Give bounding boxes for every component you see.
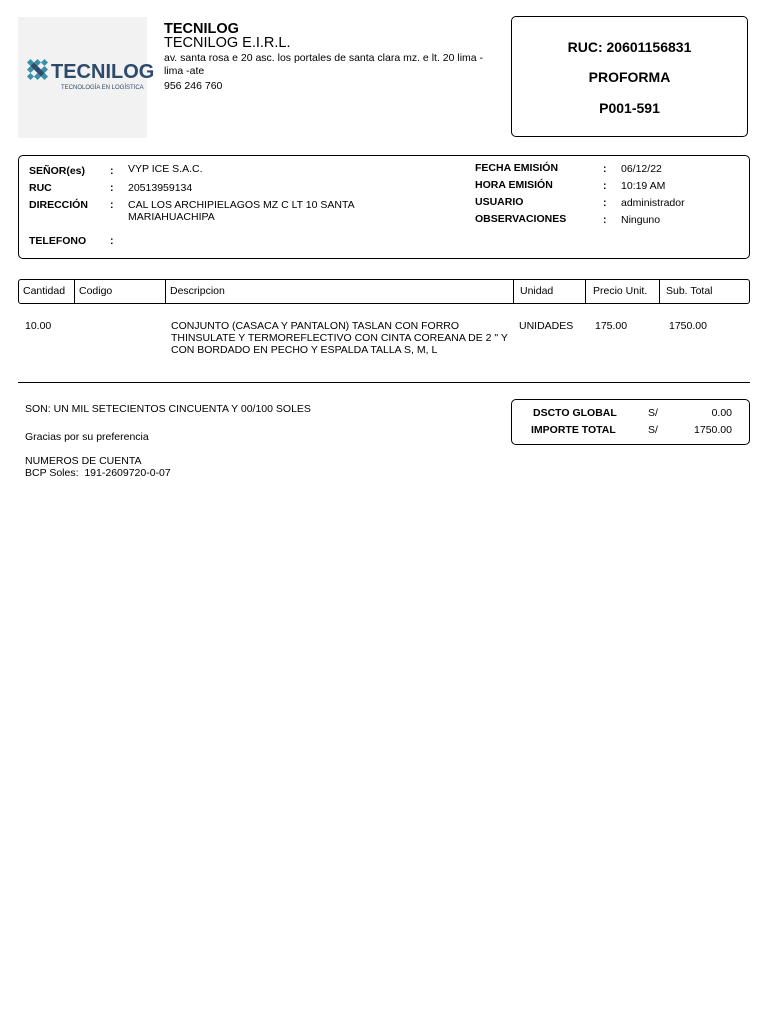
tecnilog-logo-mark [25, 55, 155, 113]
notes-value: Ninguno [621, 214, 661, 226]
issue-date-label: FECHA EMISIÓN [475, 162, 559, 174]
logo-tagline: TECNOLOGÍA EN LOGÍSTICA [61, 85, 144, 91]
issue-date-value: 06/12/22 [621, 163, 662, 175]
company-short-name: TECNILOG [164, 21, 239, 37]
header-unit-price: Precio Unit. [585, 280, 659, 303]
colon: : [603, 197, 607, 209]
document-type: PROFORMA [588, 69, 671, 85]
client-name-value: VYP ICE S.A.C. [128, 163, 203, 175]
discount-label: DSCTO GLOBAL [533, 407, 617, 419]
total-label: IMPORTE TOTAL [531, 424, 616, 436]
user-label: USUARIO [475, 196, 524, 208]
issue-time-value: 10:19 AM [621, 180, 666, 192]
colon: : [110, 182, 114, 194]
colon: : [110, 199, 114, 211]
document-number: P001-591 [599, 100, 660, 116]
bank-accounts-title: NUMEROS DE CUENTA [25, 455, 142, 467]
row-unit: UNIDADES [519, 320, 574, 332]
ruc-number: RUC: 20601156831 [567, 39, 692, 55]
client-phone-label: TELEFONO [29, 235, 87, 247]
items-table-header [18, 279, 750, 304]
table-row [18, 320, 750, 360]
amount-in-words: SON: UN MIL SETECIENTOS CINCUENTA Y 00/100 SOLES [25, 403, 311, 415]
header-description: Descripcion [165, 280, 513, 303]
total-currency: S/ [648, 424, 658, 436]
colon: : [110, 235, 114, 247]
row-qty: 10.00 [25, 320, 52, 332]
colon: : [603, 214, 607, 226]
row-description: CONJUNTO (CASACA Y PANTALON) TASLAN CON FORRO THINSULATE Y TERMOREFLECTIVO CON CINTA COREANA DE 2 " Y CON BORDADO EN PECHO Y ESPALDA TALLA S, M, L [171, 320, 508, 356]
client-info-box [18, 155, 750, 259]
company-phone: 956 246 760 [164, 80, 223, 92]
colon: : [603, 163, 607, 175]
company-logo [18, 17, 155, 138]
colon: : [603, 180, 607, 192]
row-subtotal: 1750.00 [669, 320, 707, 332]
totals-box [511, 399, 750, 445]
header-code: Codigo [74, 280, 165, 303]
client-address-value: CAL LOS ARCHIPIELAGOS MZ C LT 10 SANTA MARIAHUACHIPA [128, 199, 355, 223]
notes-label: OBSERVACIONES [475, 213, 567, 225]
colon: : [110, 165, 114, 177]
company-address: av. santa rosa e 20 asc. los portales de santa clara mz. e lt. 20 lima - lima -ate [164, 52, 484, 77]
bank-account-bcp: BCP Soles: 191-2609720-0-07 [25, 467, 171, 479]
thanks-note: Gracias por su preferencia [25, 431, 149, 443]
user-value: administrador [621, 197, 685, 209]
header-unit: Unidad [513, 280, 585, 303]
header-subtotal: Sub. Total [659, 280, 749, 303]
issue-time-label: HORA EMISIÓN [475, 179, 553, 191]
row-unit-price: 175.00 [595, 320, 628, 332]
total-value: 1750.00 [694, 424, 732, 436]
discount-currency: S/ [648, 407, 658, 419]
company-legal-name: TECNILOG E.I.R.L. [164, 35, 291, 51]
logo-wordmark: TECNILOG [51, 61, 155, 83]
document-id-box [511, 16, 748, 137]
client-ruc-label: RUC [29, 182, 52, 194]
table-bottom-rule [18, 382, 750, 383]
header-qty: Cantidad [23, 285, 66, 297]
discount-value: 0.00 [711, 407, 732, 419]
client-name-label: SEÑOR(es) [29, 165, 86, 177]
client-ruc-value: 20513959134 [128, 182, 193, 194]
client-address-label: DIRECCIÓN [29, 199, 88, 211]
